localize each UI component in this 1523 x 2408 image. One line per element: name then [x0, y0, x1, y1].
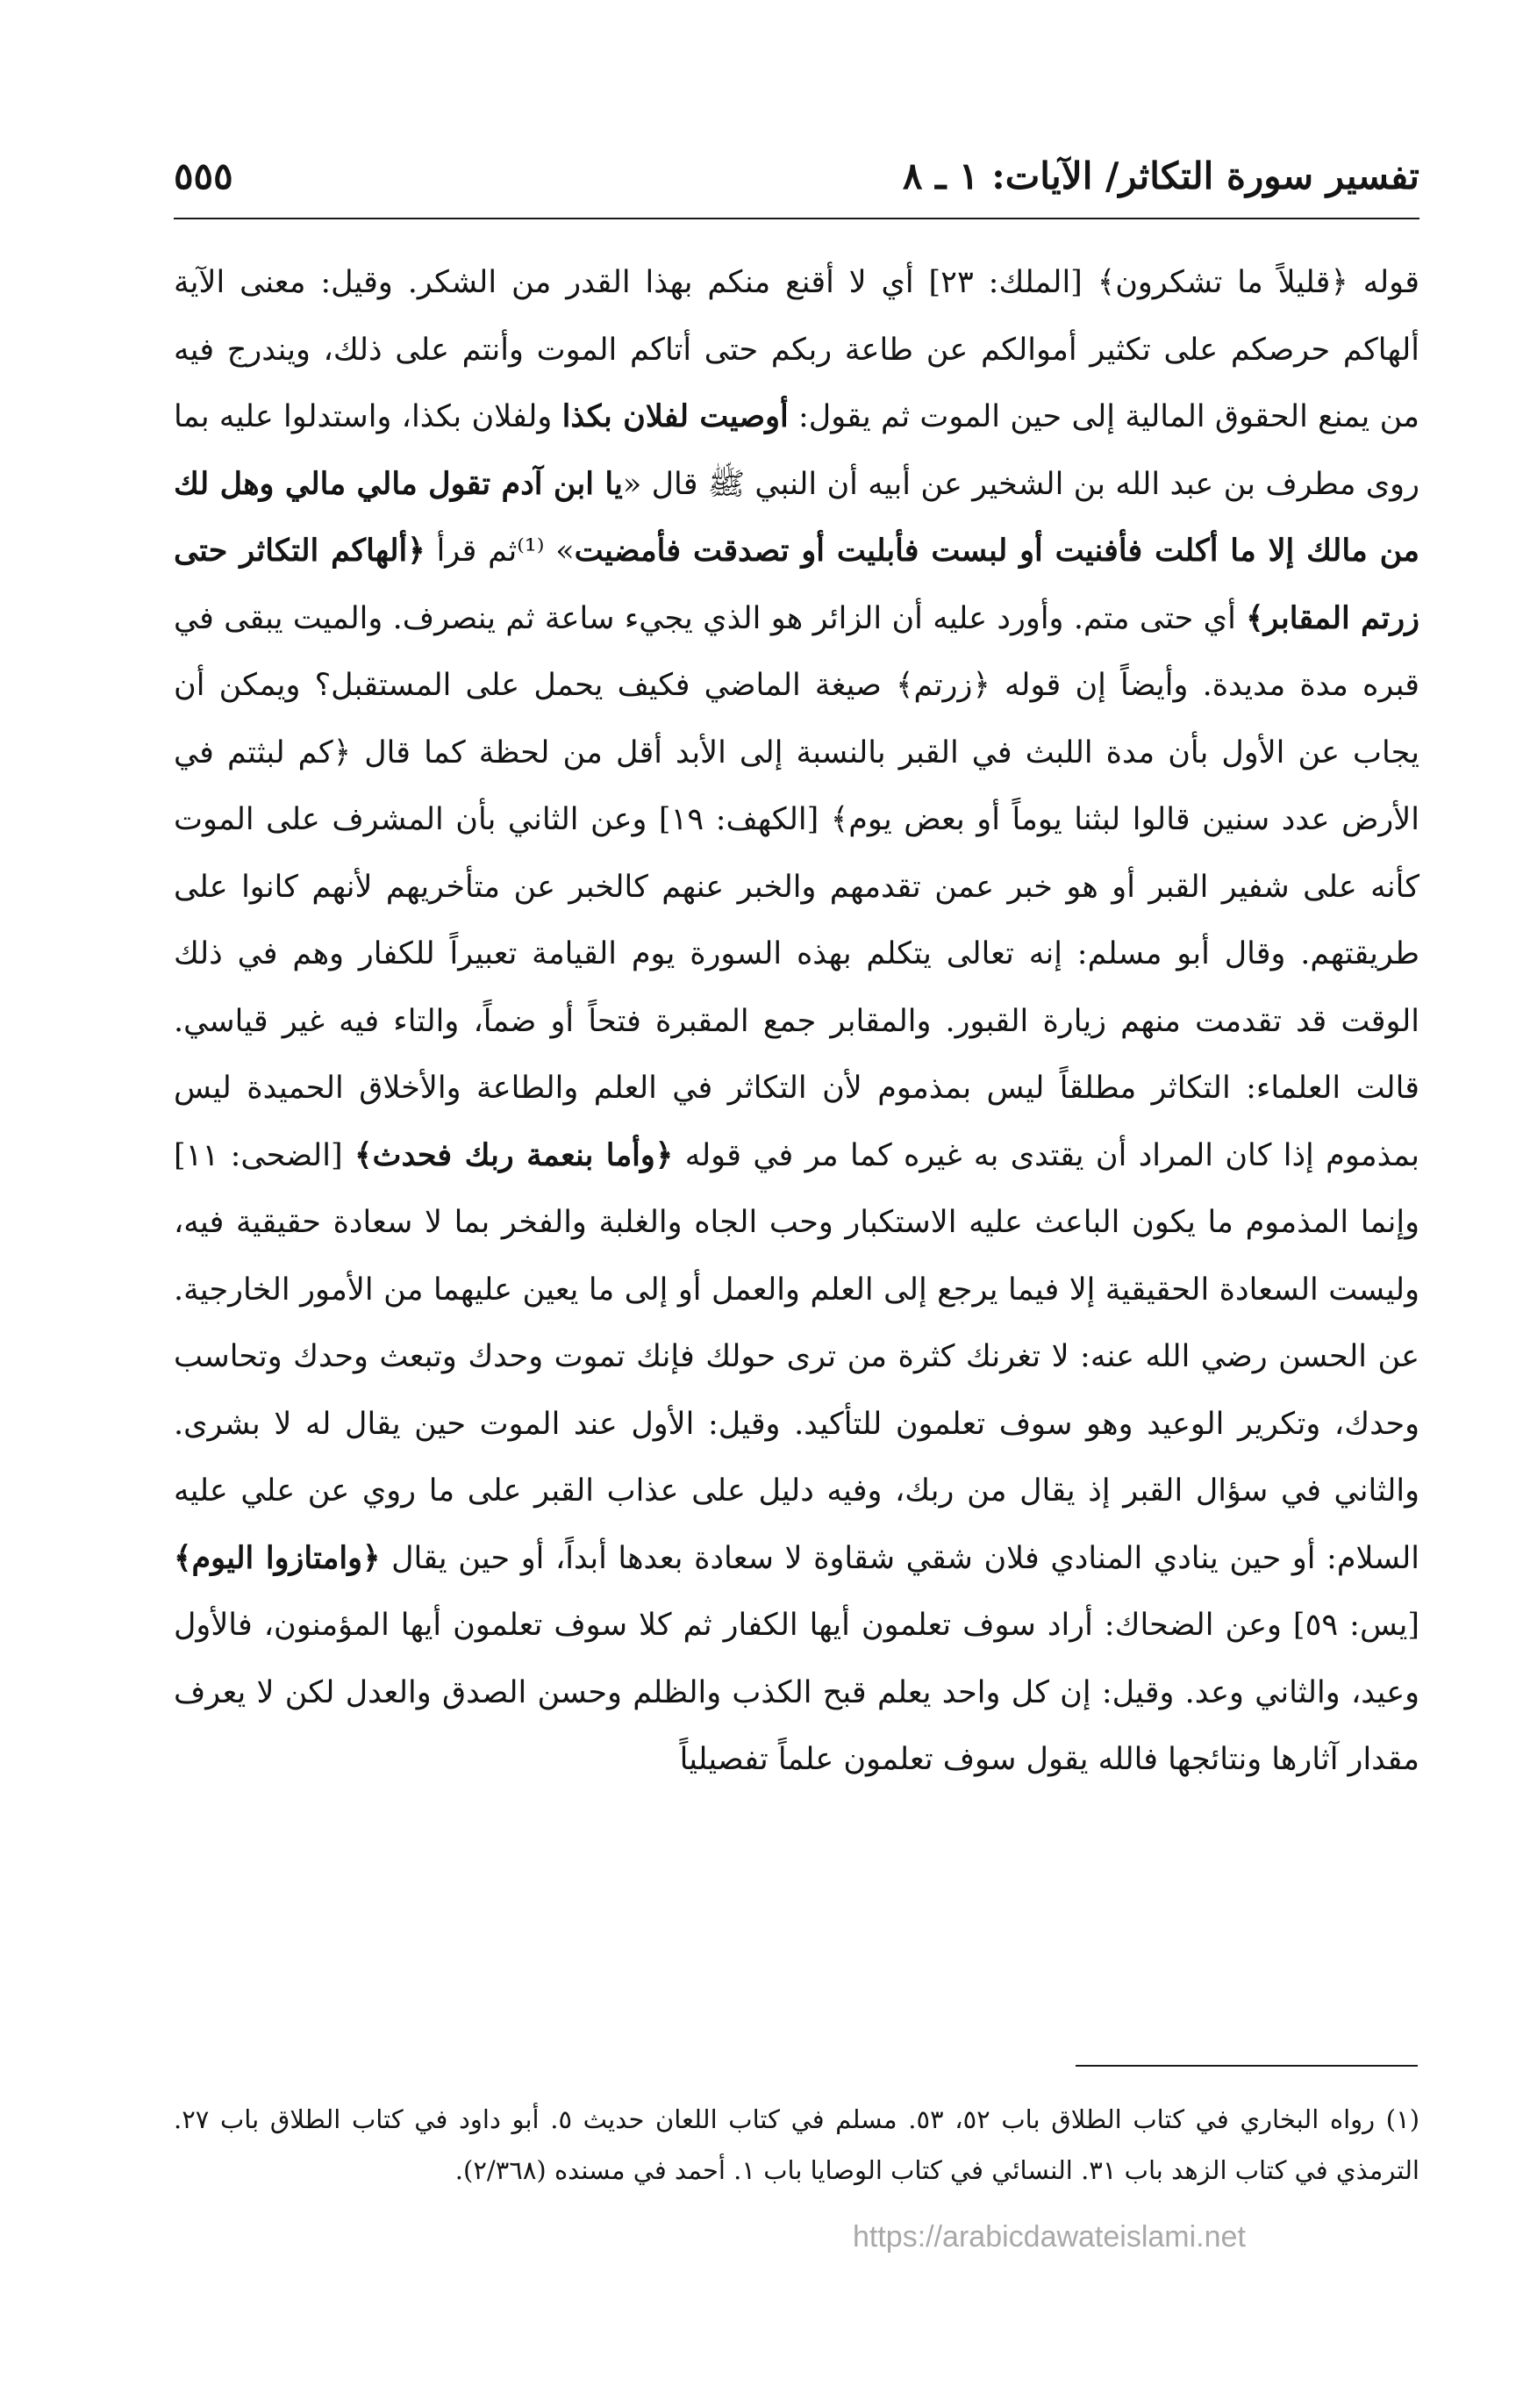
body-segment: ولفلان بكذا، واستدلوا عليه بما روى مطرف بن عبد الله بن الشخير عن أبيه أن النبي ﷺ قال « — [174, 399, 1419, 502]
quran-verse: ﴿ألهاكم التكاثر حتى زرتم المقابر﴾ — [174, 533, 1419, 636]
body-segment: [يس: ٥٩] وعن الضحاك: أراد سوف تعلمون أيها الكفار ثم كلا سوف تعلمون أيها المؤمنون، فالأول وعيد، والثاني وعد. وقيل: إن كل واحد يعلم قبح الكذب والظلم وحسن الصدق والعدل لكن لا يعرف مقدار آثارها ونتائجها فالله يقول سوف تعلمون علماً تفصيلياً — [174, 1608, 1419, 1777]
watermark-url: https://arabicdawateislami.net — [853, 2220, 1246, 2254]
bold-phrase: أوصيت لفلان بكذا — [561, 398, 789, 434]
header-title: تفسير سورة التكاثر/ الآيات: ١ ـ ٨ — [902, 154, 1419, 197]
running-header — [174, 149, 1419, 219]
body-segment: قوله ﴿قليلاً ما تشكرون﴾ [الملك: ٢٣] أي لا أقنع منكم بهذا القدر من الشكر. وقيل: معنى الآية ألهاكم حرصكم على تكثير أموالكم عن طاعة ربكم حتى أتاكم الموت وأنتم على ذلك، ويندرج فيه من يمنع الحقوق المالية إلى حين الموت ثم يقول: — [174, 265, 1419, 434]
quran-verse: ﴿وامتازوا اليوم﴾ — [174, 1539, 381, 1576]
hadith-quote: يا ابن آدم تقول مالي مالي وهل لك من مالك إلا ما أكلت فأفنيت أو لبست فأبليت أو تصدقت فأمضيت — [174, 465, 1419, 569]
footnote: (١) رواه البخاري في كتاب الطلاق باب ٥٢، ٥٣. مسلم في كتاب اللعان حديث ٥. أبو داود في كتاب الطلاق باب ٢٧. الترمذي في كتاب الزهد باب ٣١. النسائي في كتاب الوصايا باب ١. أحمد في مسنده (٢/٣٦٨). — [174, 2104, 1420, 2185]
quran-verse: ﴿وأما بنعمة ربك فحدث﴾ — [354, 1136, 674, 1173]
body-segment: [الضحى: ١١] وإنما المذموم ما يكون الباعث عليه الاستكبار وحب الجاه والغلبة والفخر بما لا سعادة حقيقية فيه، وليست السعادة الحقيقية إلا فيما يرجع إلى العلم والعمل أو إلى ما يعين عليهما من الأمور الخارجية. عن الحسن رضي الله عنه: لا تغرنك كثرة من ترى حولك فإنك تموت وحدك وتبعث وحدك وتحاسب وحدك، وتكرير الوعيد وهو سوف تعلمون للتأكيد. وقيل: الأول عند الموت حين يقال له لا بشرى. والثاني في سؤال القبر إذ يقال من ربك، وفيه دليل على عذاب القبر على ما روي عن علي عليه السلام: أو حين ينادي المنادي فلان شقي شقاوة لا سعادة بعدها أبداً، أو حين يقال — [174, 1137, 1420, 1576]
body-paragraph — [174, 249, 1419, 1794]
body-segment: » ⁽¹⁾ثم قرأ — [425, 534, 575, 569]
footnote-divider — [1076, 2065, 1418, 2067]
body-text — [174, 249, 1419, 1794]
body-segment: أي حتى متم. وأورد عليه أن الزائر هو الذي يجيء ساعة ثم ينصرف. والميت يبقى في قبره مدة مديدة. وأيضاً إن قوله ﴿زرتم﴾ صيغة الماضي فكيف يحمل على المستقبل؟ ويمكن أن يجاب عن الأول بأن مدة اللبث في القبر بالنسبة إلى الأبد أقل من لحظة كما قال ﴿كم لبثتم في الأرض عدد سنين قالوا لبثنا يوماً أو بعض يوم﴾ [الكهف: ١٩] وعن الثاني بأن المشرف على الموت كأنه على شفير القبر أو هو خبر عمن تقدمهم والخبر عنهم كالخبر عن متأخريهم لأنهم كانوا على طريقتهم. وقال أبو مسلم: إنه تعالى يتكلم بهذه السورة يوم القيامة تعبيراً للكفار وهم في ذلك الوقت قد تقدمت منهم زيارة القبور. والمقابر جمع المقبرة فتحاً أو ضماً، والتاء فيه غير قياسي. قالت العلماء: التكاثر مطلقاً ليس بمذموم لأن التكاثر في العلم والطاعة والأخلاق الحميدة ليس بمذموم إذا كان المراد أن يقتدى به غيره كما مر في قوله — [174, 600, 1419, 1173]
page-number: ٥٥٥ — [174, 154, 233, 197]
